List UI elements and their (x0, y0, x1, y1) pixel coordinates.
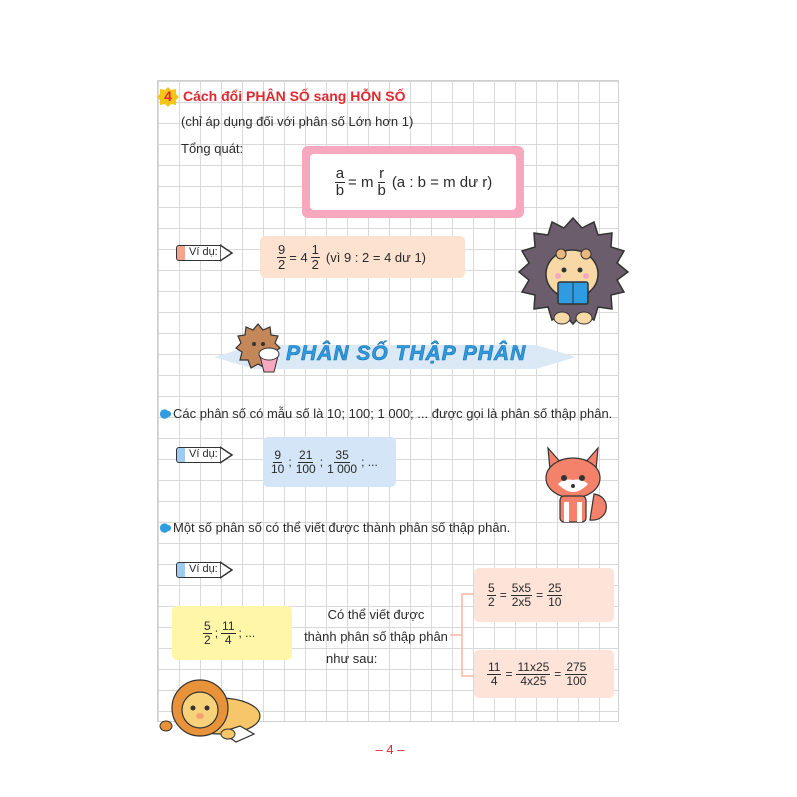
fraction: $\frac{21}{100}$ (295, 447, 316, 476)
fraction-a-b: $\frac{a}{b}$ (335, 164, 345, 199)
section-number: 4 (164, 88, 172, 104)
conversion-2: $\frac{11}{4}$ = $\frac{11x25}{4x25}$ = $\frac{275}{100}$ (474, 650, 614, 698)
example-badge: Ví dụ: (176, 244, 234, 262)
fraction: $\frac{9}{10}$ (271, 447, 285, 476)
page-number: – 4 – (375, 742, 405, 757)
general-label: Tổng quát: (181, 141, 244, 156)
example-badge: Ví dụ: (176, 446, 234, 464)
fraction-r-b: $\frac{r}{b}$ (377, 164, 386, 199)
lion-reading-icon (158, 676, 262, 753)
bullet-icon (158, 522, 172, 534)
conversion-1: $\frac{5}{2}$ = $\frac{5x5}{2x5}$ = $\frac{25}{10}$ (474, 568, 614, 622)
hedgehog-reading-icon (516, 214, 631, 337)
pencil-badge-icon (220, 244, 234, 262)
pencil-badge-icon (220, 561, 234, 579)
bullet2-text: Một số phân số có thể viết được thành phân số thập phân. (173, 520, 511, 535)
fraction: $\frac{5}{2}$ (204, 618, 211, 647)
decimal-fraction-examples: $\frac{9}{10}$ ; $\frac{21}{100}$ ; $\frac{35}{1 000}$ ; ... (263, 437, 396, 487)
example-badge: Ví dụ: (176, 561, 234, 579)
section-number-badge (157, 86, 179, 108)
section-heading: Cách đổi PHÂN SỐ sang HỖN SỐ (183, 88, 406, 104)
fox-icon (538, 444, 612, 533)
conversion-explanation (296, 604, 456, 670)
bullet-icon (158, 408, 172, 420)
section-note: (chỉ áp dụng đối với phân số Lớn hơn 1) (181, 114, 414, 129)
mixed-number-example: $\frac{9}{2}$ = 4 $\frac{1}{2}$ (vì 9 : 2 = 4 dư 1) (260, 236, 465, 278)
explanation-line: như sau: (326, 651, 378, 666)
explanation-line: thành phân số thập phân (304, 629, 448, 644)
pencil-badge-icon (220, 446, 234, 464)
formula-condition: (a : b = m dư r) (391, 173, 493, 191)
fraction: $\frac{11}{4}$ (222, 618, 235, 647)
hedgehog-cupcake-icon (232, 320, 284, 381)
bullet1-text: Các phân số có mẫu số là 10; 100; 1 000; ... được gọi là phân số thập phân. (173, 406, 613, 421)
formula-box (302, 146, 524, 218)
section-title: PHÂN SỐ THẬP PHÂN (286, 342, 527, 365)
formula-m: = m (348, 173, 374, 191)
explanation-line: Có thể viết được (327, 607, 425, 622)
fraction: $\frac{35}{1 000}$ (327, 447, 358, 476)
fractions-to-convert: $\frac{5}{2}$ ; $\frac{11}{4}$ ; ... (172, 606, 292, 660)
